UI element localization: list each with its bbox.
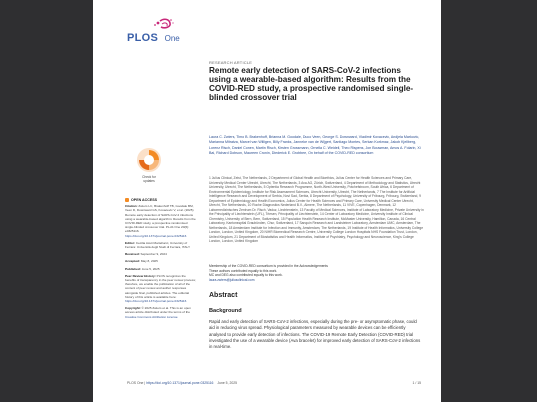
journal-name: PLOS	[127, 32, 159, 44]
check-updates-label[interactable]: Check for updates	[142, 175, 156, 183]
copyright-block: Copyright: © 2025 Zwiers et al. This is an open access article distributed under the terms of the Creative Commons Attribution License	[125, 306, 191, 319]
affiliations: 1 Julius Clinical, Zeist, The Netherlands, 2 Department of Global Health and Bioethics, Julius Center for Health Sciences and Primary Care, University Medical Center Utrecht, Utrecht, The Netherlands, 3 Ava AG, Zürich, Switzerland, 4 Department of Methodology and Statistics, Utrecht University, Utrecht, The Netherlands, 5 Optentia Research Programme, North-West University, Potchefstroom, South Africa, 6 Department of Environmental Epidemiology, Institute for Risk Assessment Sciences, Utrecht University, Utrecht, The Netherlands, 7 The Institute for Artificial Intelligence Research and Development of Serbia, Novi Sad, Serbia, 8 Department of Psychology, University of Fribourg, Fribourg, Switzerland, 9 Department of Epidemiology and Health Economics, Julius Center for Health Sciences and Primary Care, University Medical Center Utrecht, Utrecht, The Netherlands, 10 Roche Diagnostics Nederland B.V., Almere, The Netherlands, 11 VIVE, Copenhagen, Denmark, 12 Labormedizinisches Zentrum Dr. Risch, Vaduz, Liechtenstein, 13 Faculty of Medical Sciences, Institute of Laboratory Medicine, Private University in the Principality of Liechtenstein (UFL), Triesen, Principality of Liechtenstein, 14 Center of Laboratory Medicine, University Institute of Clinical Chemistry, University of Bern, Bern, Switzerland, 15 Population Health Research Institute, McMaster University, Hamilton, Canada, 16 Central Laboratory, Kantonsspital Graubünden, Chur, Switzerland, 17 Sanquin Research and Landsteiner Laboratory, Amsterdam UMC, Amsterdam, The Netherlands, 18 Amsterdam Institute for Infection and Immunity, Amsterdam, The Netherlands, 19 Institute of Health Informatics, University College London, London, United Kingdom, 20 NIHR Biomedical Research Centre, University College London Hospitals NHS Foundation Trust, London, United Kingdom, 21 Department of Biostatistics and Health Informatics, Institute of Psychiatry, Psychology and Neuroscience, King's College London, London, United Kingdom	[209, 176, 424, 243]
membership-note: Membership of the COVID-RED consortium is provided in the Acknowledgements	[209, 264, 328, 268]
author-list[interactable]: Laura C. Zwiers, Timo B. Brakenhoff, Brianna M. Goodale, Duco Veen, George S. Downward, Vladimir Kovacevic, Andjela Markovic, Marianna Mitratza, Marcel van Willigen, Billy Franks, Janneke van de Wijgert, Santiago Montes, Serkan Korkmaz, Jakob Kjellberg, Lorenz Risch, Daniel Conen, Martin Risch, Kirsten Grossmann, Ornella C. Weideli, Theo Rispens, Jon Bouwman, Amos A. Folarin, Xi Bai, Richard Dobson, Maureen Cronin, Diederick E. Grobbee, On behalf of the COVID-RED consortium	[209, 135, 421, 156]
received-line: Received: September 9, 2024	[125, 252, 167, 257]
citation-doi-link[interactable]: https://doi.org/10.1371/journal.pone.0325116	[125, 233, 187, 238]
footer-journal: PLOS One |	[127, 381, 146, 385]
accepted-line: Accepted: May 8, 2025	[125, 259, 158, 264]
corresponding-email-link[interactable]: laura.zwiers@juliusclinical.com	[209, 277, 255, 282]
footer-doi-link[interactable]: https://doi.org/10.1371/journal.pone.0325116	[146, 381, 214, 385]
article-page	[93, 0, 441, 402]
background-heading: Background	[209, 308, 242, 314]
article-sidebar	[125, 198, 197, 322]
open-access-lock-icon	[125, 198, 129, 202]
license-link[interactable]: Creative Commons Attribution License	[125, 314, 178, 319]
page-number: 1 / 15	[412, 381, 421, 385]
journal-sub: One	[164, 34, 180, 43]
editor-block: Editor: Cecilia Acuti Martellucci, University of Ferrara: Università degli Studi di Ferrara, ITALY	[125, 240, 191, 250]
equal-contribution-note: These authors contributed equally to this work.	[209, 268, 278, 273]
peer-review-link[interactable]: https://doi.org/10.1371/journal.pone.0325116	[125, 299, 187, 304]
open-access-label: OPEN ACCESS	[125, 198, 197, 202]
check-updates-icon	[136, 147, 162, 173]
footer-date: June 5, 2025	[217, 381, 237, 385]
abstract-heading: Abstract	[209, 292, 238, 299]
article-type-label: RESEARCH ARTICLE	[209, 60, 253, 65]
check-for-updates-badge[interactable]	[136, 147, 162, 173]
background-text: Rapid and early detection of SARS-CoV-2 infections, especially during the pre- or asymptomatic phase, could aid in reducing virus spread. Physiological parameters measured by wearable devices can be efficiently analysed to provide early detection of infections. The COVID-19 Remote Early Detection (COVID-RED) trial investigated the use of a wearable device (Ava bracelet) for improved early detection of SARS-CoV-2 infections in real-time.	[209, 319, 421, 350]
equal-contribution-note-2: MC and DEG also contributed equally to this work.	[209, 273, 283, 277]
peer-review-block: Peer Review History: PLOS recognizes the benefits of transparency in the peer review process; therefore, we enable the publication of all of the content of peer review and author responses alongside final, published articles. The editorial history of this article is available here: https://doi.org/10.1371/journal.pone.0325116	[125, 273, 196, 304]
published-line: Published: June 5, 2025	[125, 266, 160, 271]
article-title: Remote early detection of SARS-CoV-2 infections using a wearable-based algorithm: Results from the COVID-RED study, a prospective randomised single-blinded crossover trial	[209, 66, 414, 102]
author-notes	[209, 264, 425, 282]
citation-block: Citation: Zwiers LC, Brakenhoff TB, Goodale BM, Veen D, Downward GS, Kovacevic V, et al. (2025) Remote early detection of SARS-CoV-2 infections using a wearable-based algorithm: Results from the COVID-RED study, a prospective randomised single-blinded crossover trial. PLoS One 20(6): e0325116. https://doi.org/10.1371/journal.pone.0325116	[125, 204, 196, 238]
plos-one-logo[interactable]	[127, 17, 189, 47]
